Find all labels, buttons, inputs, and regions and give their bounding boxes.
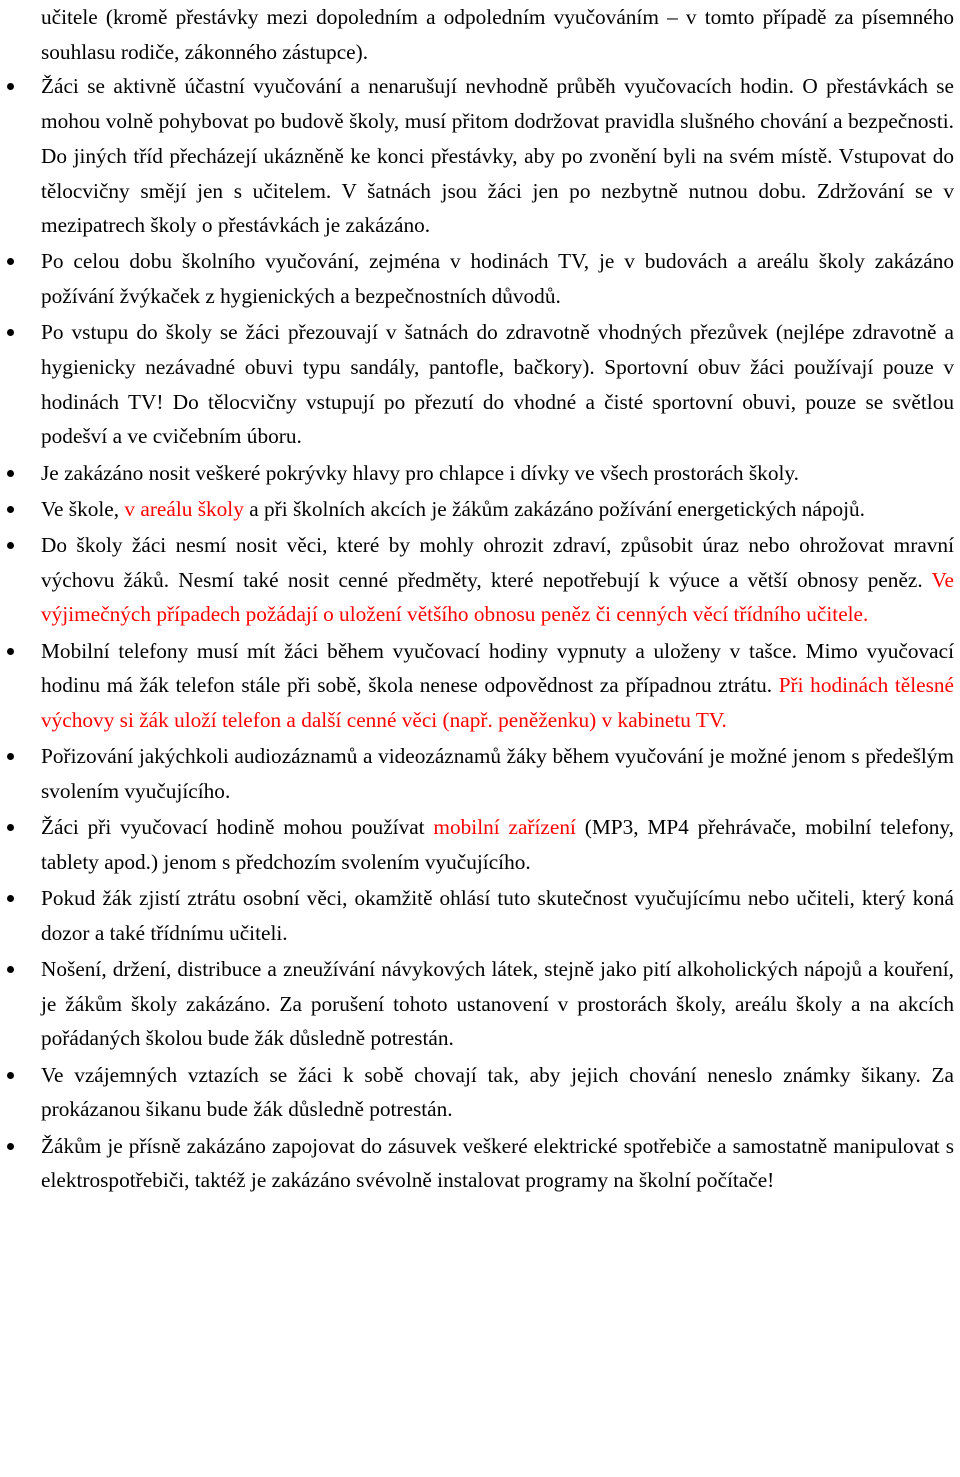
item-text: Po vstupu do školy se žáci přezouvají v šatnách do zdravotně vhodných přezůvek (nejlépe zdravotně a hygienicky nezávadné obuvi typu sandály, pantofle, bačkory). Sportovní obuv žáci používají pouze v hodinách TV! Do tělocvičny vstupují po přezutí do vhodné a čisté sportovní obuvi, pouze se světlou podešví a ve cvičebním úboru. [41, 320, 954, 449]
item-text: (MP3, MP4 přehrávače, mobilní telefony, tablety apod.) jenom s předchozím svolením vyučujícího. [41, 815, 955, 874]
item-text: Je zakázáno nosit veškeré pokrývky hlavy pro chlapce i dívky ve všech prostorách školy. [41, 460, 799, 485]
list-item [41, 810, 954, 879]
list-item [41, 315, 954, 454]
bullet-icon [7, 83, 14, 90]
list-item [41, 69, 954, 243]
list-item [41, 1058, 954, 1127]
bullet-icon [7, 824, 14, 831]
highlighted-text: Ve výjimečných případech požádají o uložení většího obnosu peněz či cenných věcí třídního učitele. [41, 567, 954, 627]
item-text: Pořizování jakýchkoli audiozáznamů a videozáznamů žáky během vyučování je možné jenom s předešlým svolením vyučujícího. [41, 744, 954, 803]
list-item [41, 456, 954, 491]
list-item [41, 244, 954, 313]
bullet-icon [7, 1072, 14, 1079]
item-text: Ve vzájemných vztazích se žáci k sobě chovají tak, aby jejich chování neneslo známky šikany. Za prokázanou šikanu bude žák důsledně potrestán. [41, 1062, 954, 1122]
item-text: Mobilní telefony musí mít žáci během vyučovací hodiny vypnuty a uloženy v tašce. Mimo vyučovací hodinu má žák telefon stále při sobě, škola nenese odpovědnost za případnou ztrátu. [41, 638, 954, 698]
rules-list [41, 69, 954, 1198]
item-text: Do školy žáci nesmí nosit věci, které by mohly ohrozit zdraví, způsobit úraz nebo ohrožovat mravní výchovu žáků. Nesmí také nosit cenné předměty, které nepotřebují k výuce a větší obnosy peněz. [41, 533, 954, 592]
list-item [41, 492, 954, 527]
bullet-icon [7, 470, 14, 477]
highlighted-text: v areálu školy [124, 496, 244, 521]
list-item [41, 1129, 954, 1198]
bullet-icon [7, 506, 14, 513]
bullet-icon [7, 753, 14, 760]
highlighted-text: Při hodinách tělesné výchovy si žák uloží telefon a další cenné věci (např. peněženku) v kabinetu TV. [41, 673, 954, 733]
bullet-icon [7, 1143, 14, 1150]
list-item [41, 634, 954, 738]
item-text: Po celou dobu školního vyučování, zejména v hodinách TV, je v budovách a areálu školy zakázáno požívání žvýkaček z hygienických a bezpečnostních důvodů. [41, 249, 954, 309]
lead-paragraph: učitele (kromě přestávky mezi dopoledním a odpoledním vyučováním – v tomto případě za písemného souhlasu rodiče, zákonného zástupce). [41, 5, 954, 64]
bullet-icon [7, 648, 14, 655]
item-text: Ve škole, [41, 496, 125, 521]
list-item [41, 881, 954, 950]
bullet-icon [7, 895, 14, 902]
bullet-icon [7, 542, 14, 549]
bullet-icon [7, 258, 14, 265]
list-item [41, 739, 954, 808]
item-text: Pokud žák zjistí ztrátu osobní věci, okamžitě ohlásí tuto skutečnost vyučujícímu nebo učiteli, který koná dozor a také třídnímu učiteli. [41, 886, 954, 945]
item-text: Žáci se aktivně účastní vyučování a nenarušují nevhodně průběh vyučovacích hodin. O přestávkách se mohou volně pohybovat po budově školy, musí přitom dodržovat pravidla slušného chování a bezpečnosti. Do jiných tříd přecházejí ukázněně ke konci přestávky, aby po zvonění byli na svém místě. Vstupovat do tělocvičny smějí jen s učitelem. V šatnách jsou žáci jen po nezbytně nutnou dobu. Zdržování se v mezipatrech školy o přestávkách je zakázáno. [41, 74, 954, 238]
list-item [41, 528, 954, 632]
item-text: Žákům je přísně zakázáno zapojovat do zásuvek veškeré elektrické spotřebiče a samostatně manipulovat s elektrospotřebiči, taktéž je zakázáno svévolně instalovat programy na školní počítače! [41, 1133, 954, 1193]
highlighted-text: mobilní zařízení [433, 815, 576, 840]
list-item [41, 952, 954, 1056]
bullet-icon [7, 966, 14, 973]
bullet-icon [7, 329, 14, 336]
item-text: a při školních akcích je žákům zakázáno požívání energetických nápojů. [243, 496, 865, 521]
item-text: Žáci při vyučovací hodině mohou používat [41, 815, 434, 840]
item-text: Nošení, držení, distribuce a zneužívání návykových látek, stejně jako pití alkoholických nápojů a kouření, je žákům školy zakázáno. Za porušení tohoto ustanovení v prostorách školy, areálu školy a na akcích pořádaných školou bude žák důsledně potrestán. [41, 956, 954, 1051]
